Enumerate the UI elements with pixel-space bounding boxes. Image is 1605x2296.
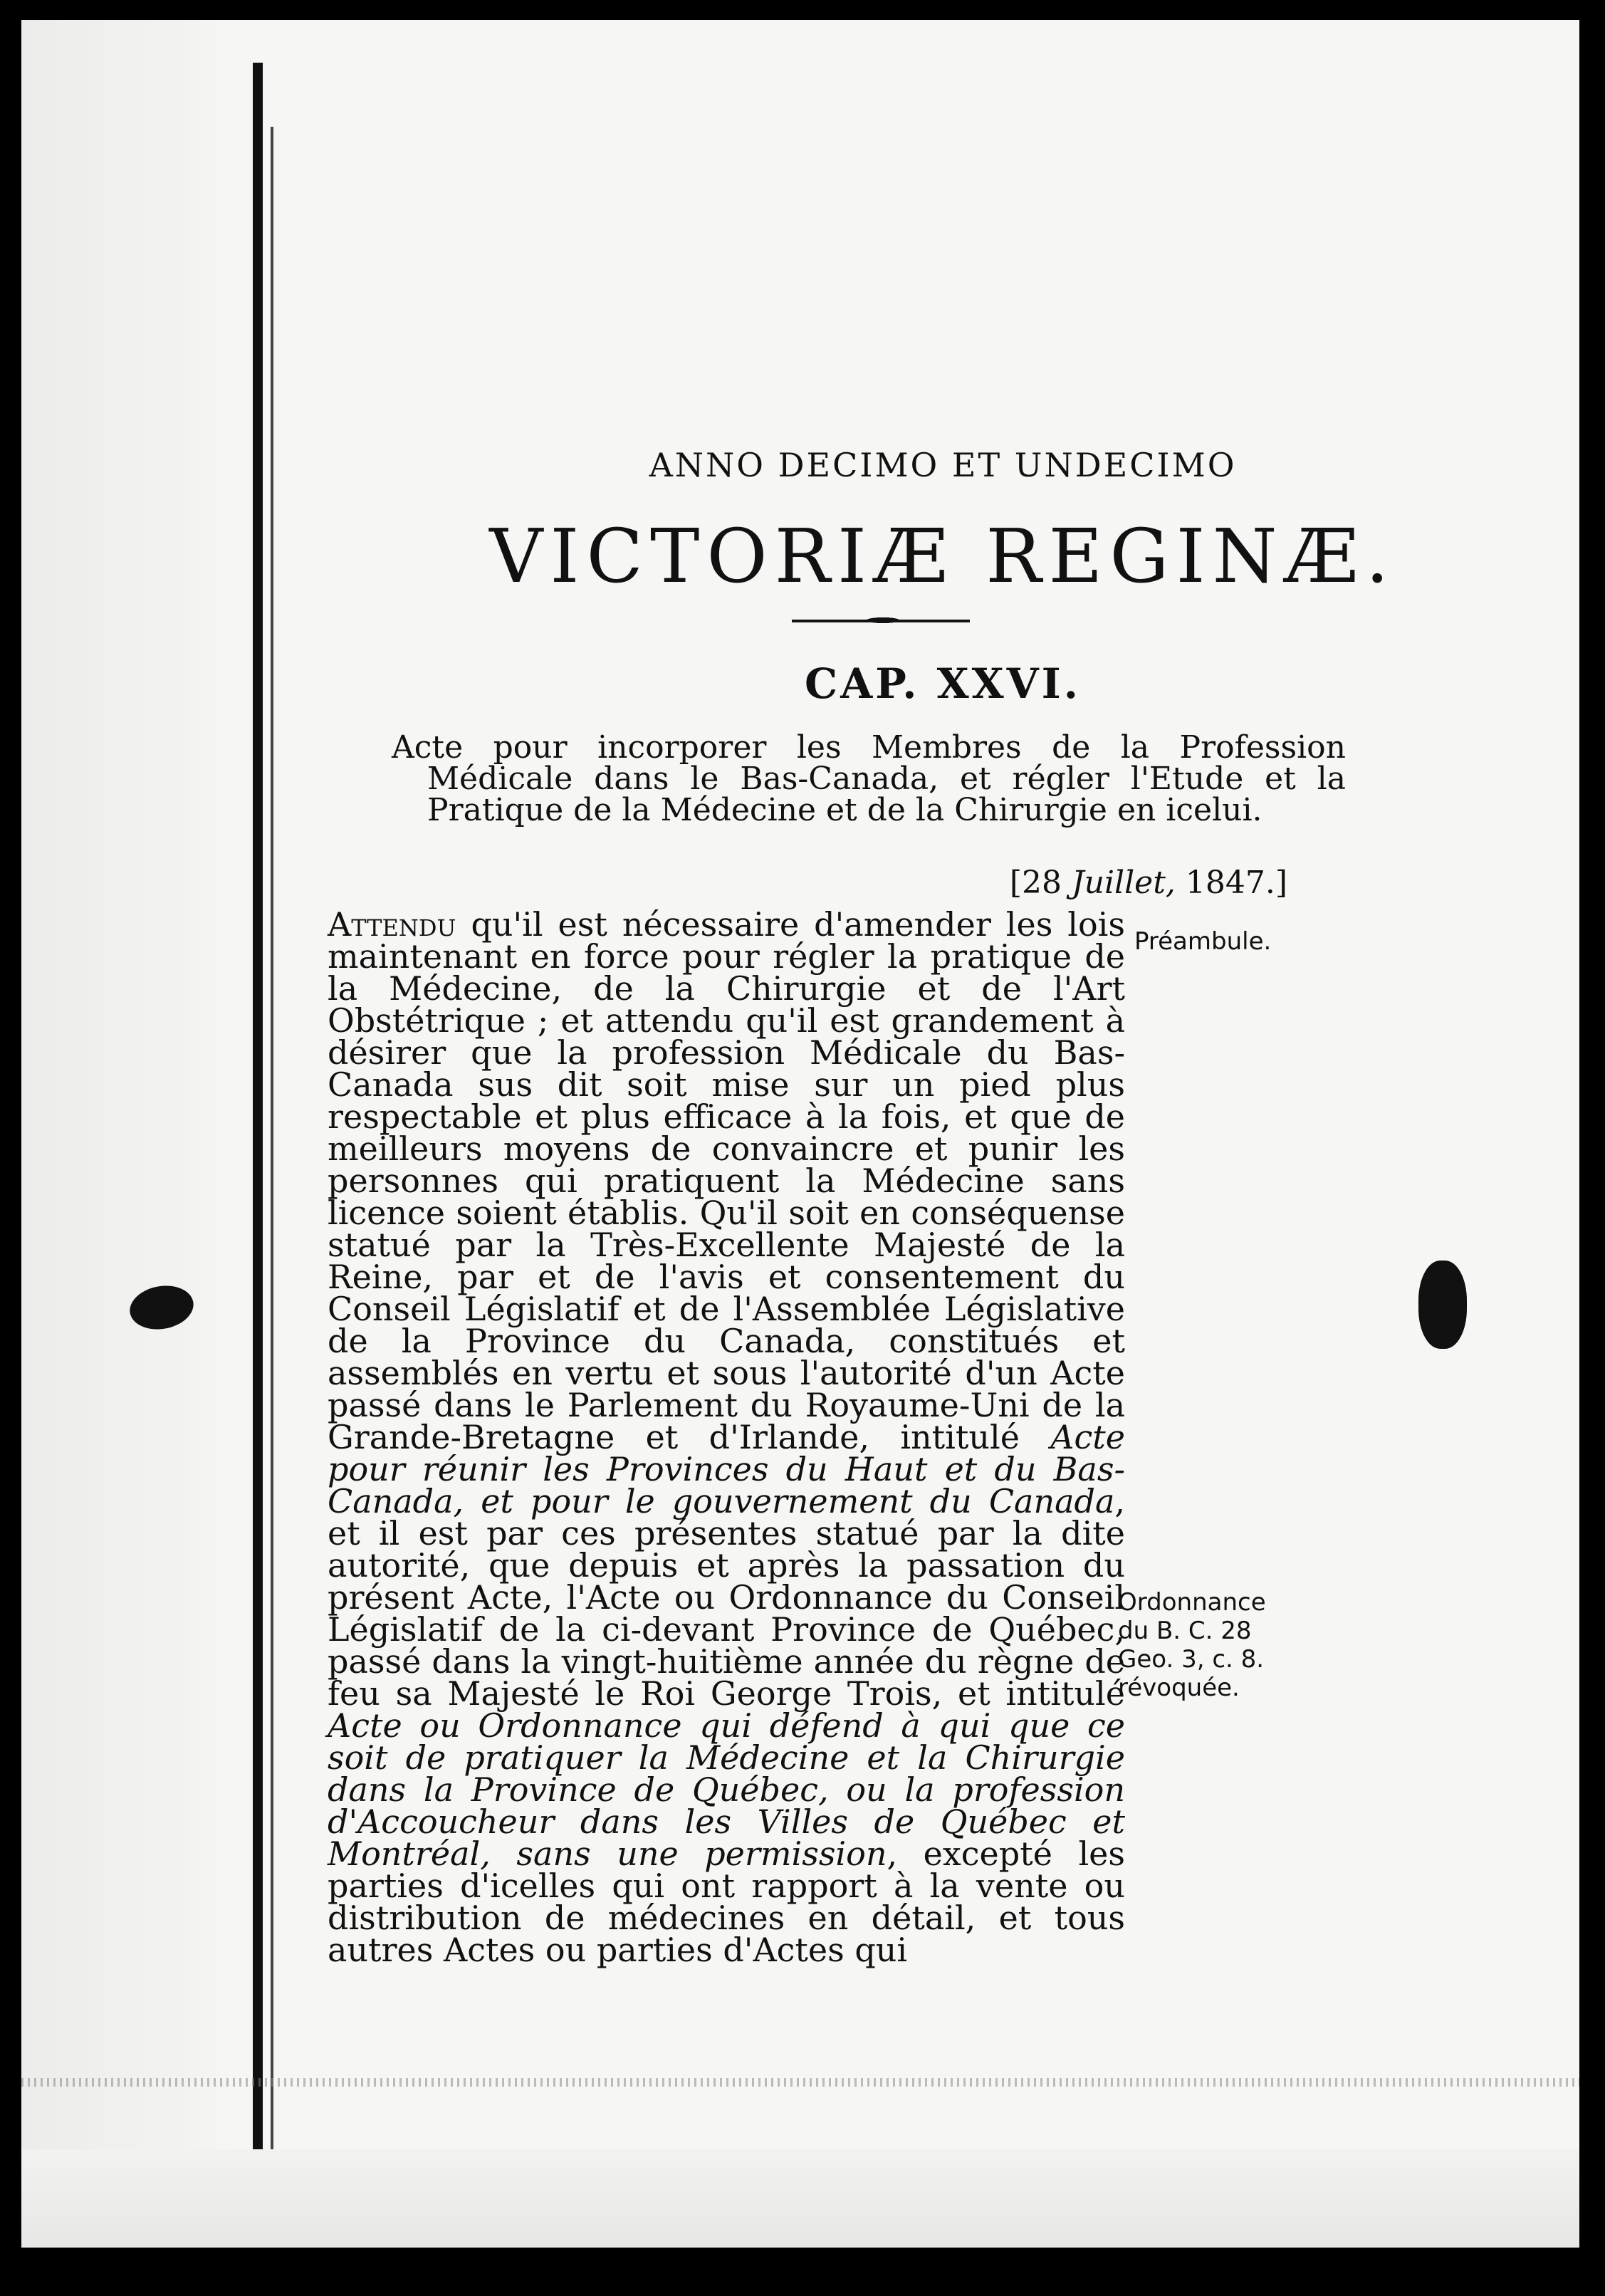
page-title: VICTORIÆ REGINÆ. — [489, 513, 1396, 600]
page-gutter-shadow — [271, 127, 273, 2192]
act-body — [328, 905, 1126, 1969]
bottom-margin — [21, 2149, 1579, 2248]
page-gutter — [253, 63, 263, 2164]
book-page — [21, 20, 1579, 2248]
lead-word: Attendu — [328, 905, 456, 944]
body-text-1: qu'il est nécessaire d'amender les lois maintenant en force pour régler la pratique de la Médecine, de la Chirurgie et de l'Art Obstétrique ; et attendu qu'il est grandement à désirer que la profession Médicale du Bas-Canada sus dit soit mise sur un pied plus respectable et plus efficace à la fois, et que de meilleurs moyens de convaincre et punir les personnes qui pratiquent la Médecine sans licence soient établis. Qu'il soit en conséquense statué par la Très-Excellente Majesté de la Reine, par et de l'avis et consentement du Conseil Législatif et de l'Assemblée Législative de la Province du Canada, constitués et assemblés en vertu et sous l'autorité d'un Acte passé dans le Parlement du Royaume-Uni de la Grande-Bretagne et d'Irlande, intitulé — [328, 905, 1125, 1456]
ink-blot — [1418, 1261, 1467, 1349]
body-text-2: , et il est par ces présentes statué par la dite autorité, que depuis et après la passation du présent Acte, l'Acte ou Ordonnance du Conseil Législatif de la ci-devant Province de Québec, passé dans la vingt-huitième année du règne de feu sa Majesté le Roi George Trois, et intitulé — [328, 1482, 1125, 1713]
italic-title-1: Acte pour réunir les Provinces du Haut et du Bas-Canada, et pour le gouvernement du Canada — [328, 1418, 1125, 1520]
act-date — [1010, 865, 1287, 901]
italic-title-2: Acte ou Ordonnance qui défend à qui que ce soit de pratiquer la Médecine et la Chirurgie dans la Province de Québec, ou la profession d'Accoucheur dans les Villes de Québec et Montréal, sans une permission — [328, 1706, 1125, 1873]
scan-dotted-line — [21, 2078, 1579, 2087]
body-text-3: , excepté les parties d'icelles qui ont rapport à la vente ou distribution de médecines en détail, et tous autres Actes ou parties d'Actes qui — [328, 1835, 1126, 1969]
regnal-year: ANNO DECIMO ET UNDECIMO — [649, 446, 1237, 484]
date-open: [28 — [1009, 865, 1072, 901]
date-close: 1847.] — [1175, 865, 1287, 901]
date-month: Juillet, — [1071, 865, 1176, 901]
act-summary: Acte pour incorporer les Membres de la Profession Médicale dans le Bas-Canada, et régler l'Etude et la Pratique de la Médecine et de la Chirurgie en icelui. — [392, 729, 1346, 828]
margin-note-preambule: Préambule. — [1134, 927, 1272, 956]
margin-note-ordonnance: Ordonnance du B. C. 28 Geo. 3, c. 8. révoquée. — [1118, 1588, 1266, 1702]
ornamental-rule-center — [854, 615, 911, 625]
left-page-margin — [21, 20, 235, 2248]
chapter-heading: CAP. XXVI. — [805, 659, 1081, 708]
body-paragraph — [328, 905, 1126, 1969]
